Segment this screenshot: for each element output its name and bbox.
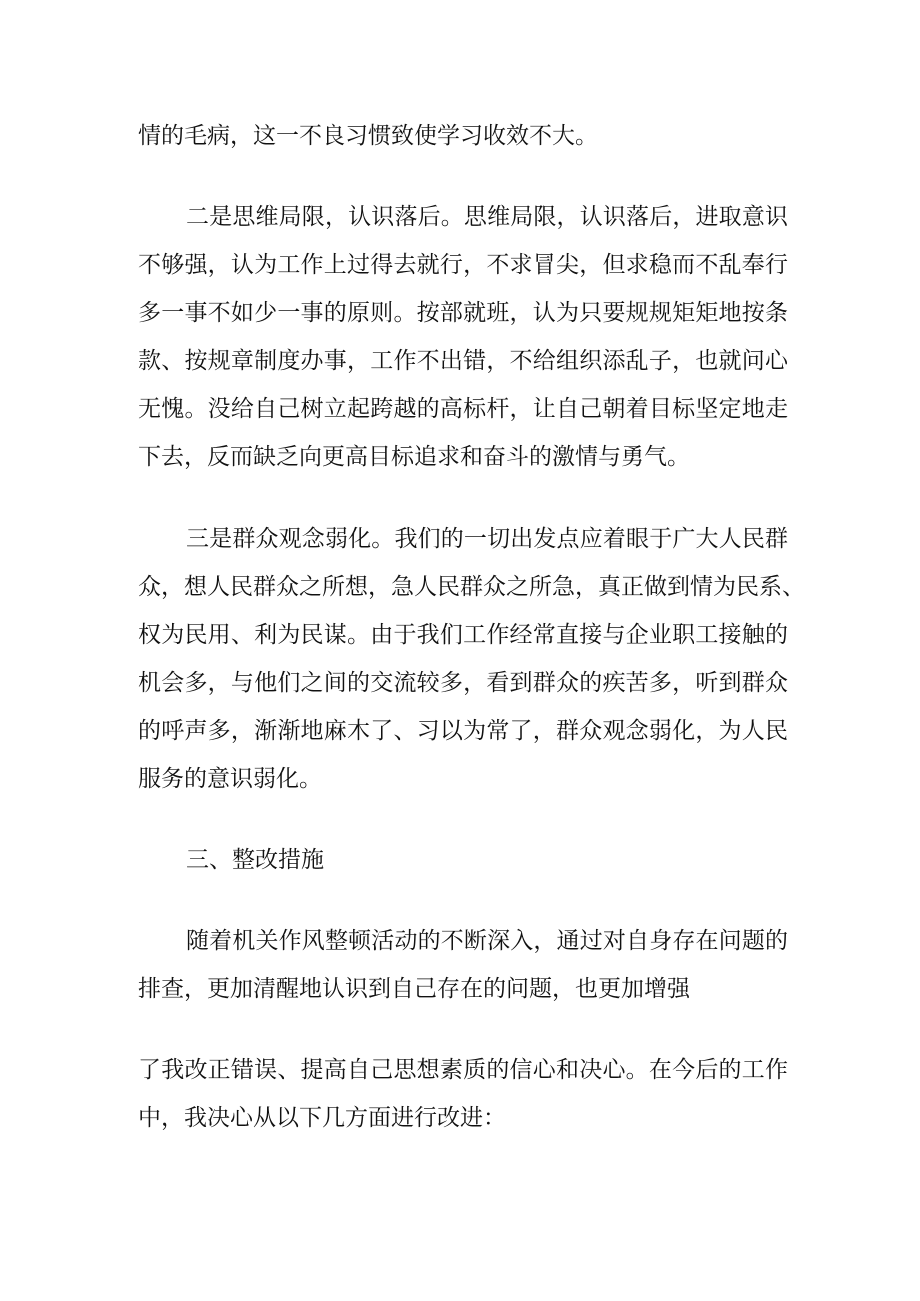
- paragraph-line: 服务的意识弱化。: [138, 766, 322, 792]
- paragraph-line: 不够强，认为工作上过得去就行，不求冒尖，但求稳而不乱奉行: [138, 252, 788, 278]
- paragraph-line: 权为民用、利为民谋。由于我们工作经常直接与企业职工接触的: [138, 622, 788, 648]
- paragraph-line: 下去，反而缺乏向更高目标追求和奋斗的激情与勇气。: [138, 444, 690, 470]
- paragraph-line: 随着机关作风整顿活动的不断深入，通过对自身存在问题的: [186, 928, 788, 954]
- paragraph-line: 的呼声多，渐渐地麻木了、习以为常了，群众观念弱化，为人民: [138, 718, 788, 744]
- paragraph-line: 情的毛病，这一不良习惯致使学习收效不大。: [138, 123, 598, 149]
- paragraph-line: 众，想人民群众之所想，急人民群众之所急，真正做到情为民系、: [138, 574, 805, 600]
- paragraph-line: 三是群众观念弱化。我们的一切出发点应着眼于广大人民群: [186, 526, 788, 552]
- section-heading: 三、整改措施: [186, 847, 324, 873]
- paragraph-line: 了我改正错误、提高自己思想素质的信心和决心。在今后的工作: [138, 1057, 788, 1083]
- paragraph-line: 款、按规章制度办事，工作不出错，不给组织添乱子，也就问心: [138, 348, 788, 374]
- paragraph-line: 无愧。没给自己树立起跨越的高标杆，让自己朝着目标坚定地走: [138, 396, 788, 422]
- paragraph-line: 多一事不如少一事的原则。按部就班，认为只要规规矩矩地按条: [138, 300, 788, 326]
- paragraph-line: 二是思维局限，认识落后。思维局限，认识落后，进取意识: [186, 204, 788, 230]
- paragraph-line: 机会多，与他们之间的交流较多，看到群众的疾苦多，听到群众: [138, 670, 788, 696]
- paragraph-line: 排查，更加清醒地认识到自己存在的问题，也更加增强: [138, 976, 690, 1002]
- paragraph-line: 中，我决心从以下几方面进行改进：: [138, 1105, 506, 1131]
